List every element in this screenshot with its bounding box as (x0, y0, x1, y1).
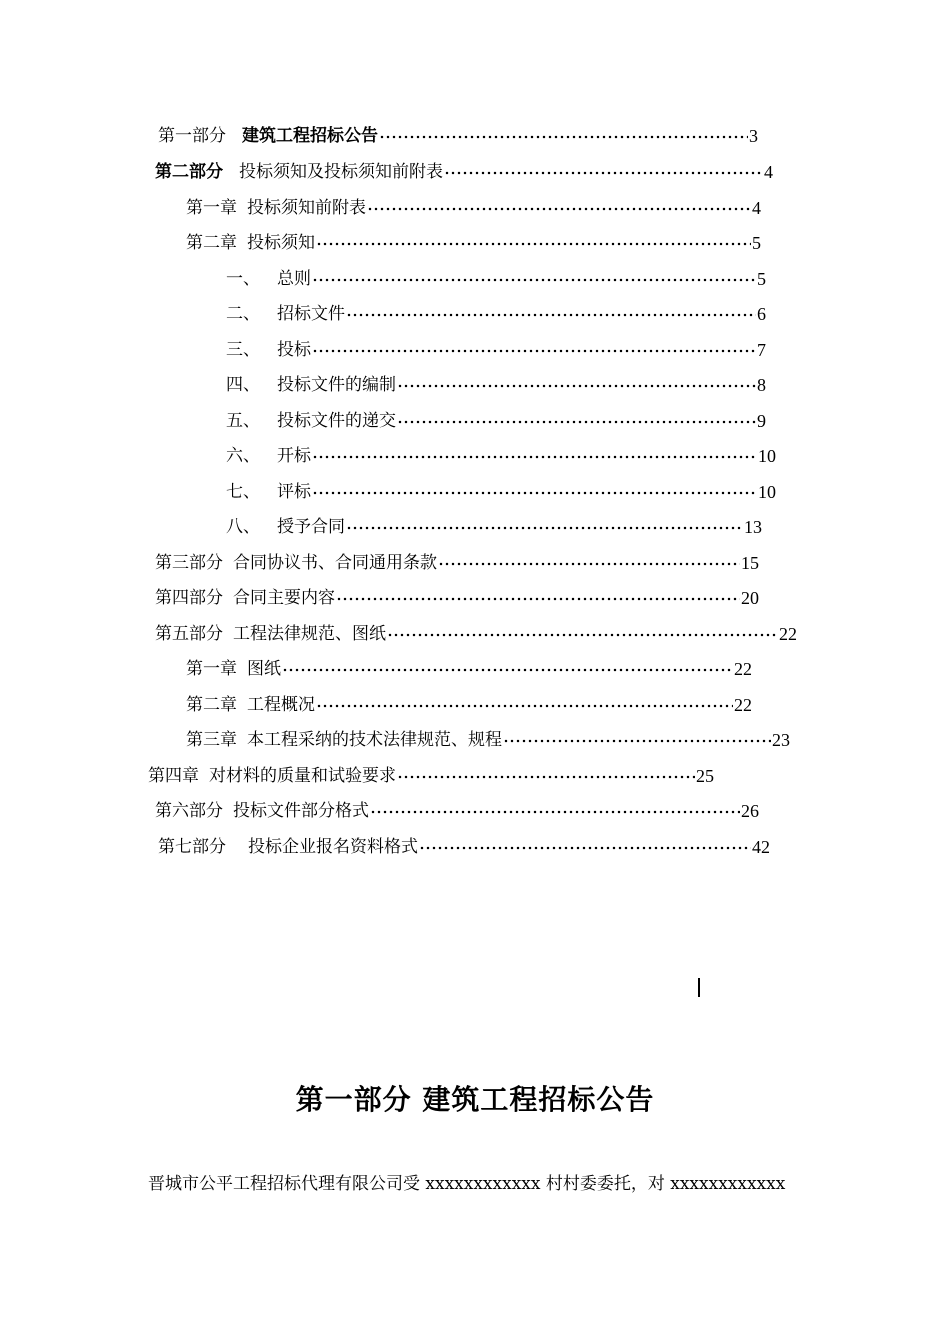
toc-entry-part-7[interactable] (158, 834, 770, 860)
toc-entry-section-2[interactable] (226, 301, 766, 327)
toc-entry-title: 投标须知 (247, 233, 315, 253)
toc-page-number: 22 (734, 695, 752, 715)
toc-leader-dots (312, 337, 756, 363)
toc-page-number: 5 (757, 269, 766, 289)
toc-entry-part-5[interactable] (155, 621, 797, 647)
toc-entry-prefix: 第三部分 (155, 553, 223, 573)
toc-entry-section-3[interactable] (226, 337, 766, 363)
toc-entry-section-6[interactable] (226, 443, 776, 469)
toc-page-number: 22 (734, 659, 752, 679)
section-heading: 第一部分 建筑工程招标公告 (295, 1083, 655, 1116)
toc-entry-title: 投标须知前附表 (247, 198, 366, 218)
toc-entry-prefix: 第二章 (186, 695, 237, 715)
toc-entry-title: 评标 (277, 482, 311, 502)
toc-entry-title: 工程概况 (247, 695, 315, 715)
toc-leader-dots (312, 443, 757, 469)
toc-entry-title: 投标企业报名资料格式 (248, 837, 418, 857)
toc-entry-prefix: 第七部分 (158, 837, 226, 857)
toc-entry-part-3[interactable] (155, 550, 759, 576)
toc-entry-part-1[interactable] (158, 123, 758, 149)
toc-leader-dots (346, 514, 743, 540)
toc-entry-chapter-1[interactable] (186, 195, 761, 221)
toc-entry-prefix: 一、 (226, 269, 260, 289)
toc-entry-part-6[interactable] (155, 798, 759, 824)
toc-leader-dots (379, 123, 748, 149)
toc-entry-title: 图纸 (247, 659, 281, 679)
toc-entry-prefix: 第四部分 (155, 588, 223, 608)
toc-entry-prefix: 第五部分 (155, 624, 223, 644)
toc-page-number: 22 (779, 624, 797, 644)
toc-entry-title: 合同协议书、合同通用条款 (233, 553, 437, 573)
toc-entry-title: 授予合同 (277, 517, 345, 537)
toc-entry-title: 工程法律规范、图纸 (233, 624, 386, 644)
toc-entry-title: 投标文件的编制 (277, 375, 396, 395)
toc-entry-prefix: 四、 (226, 375, 260, 395)
toc-entry-title: 合同主要内容 (233, 588, 335, 608)
toc-entry-title: 开标 (277, 446, 311, 466)
toc-page-number: 7 (757, 340, 766, 360)
toc-entry-prefix: 第一部分 (158, 126, 226, 146)
toc-entry-prefix: 六、 (226, 446, 260, 466)
toc-leader-dots (346, 301, 756, 327)
toc-leader-dots (503, 727, 771, 753)
toc-entry-prefix: 二、 (226, 304, 260, 324)
toc-entry-prefix: 第二章 (186, 233, 237, 253)
toc-entry-title: 投标文件部分格式 (233, 801, 369, 821)
toc-page-number: 4 (764, 162, 773, 182)
toc-entry-section-1[interactable] (226, 266, 766, 292)
toc-entry-part5-chapter-1[interactable] (186, 656, 752, 682)
toc-page-number: 23 (772, 730, 790, 750)
toc-entry-section-7[interactable] (226, 479, 776, 505)
toc-entry-title: 投标文件的递交 (277, 411, 396, 431)
toc-page-number: 10 (758, 482, 776, 502)
toc-leader-dots (312, 479, 757, 505)
text-cursor (698, 978, 700, 997)
toc-leader-dots (397, 372, 756, 398)
toc-page-number: 9 (757, 411, 766, 431)
toc-entry-chapter-2[interactable] (186, 230, 761, 256)
toc-entry-part-4[interactable] (155, 585, 759, 611)
toc-leader-dots (444, 159, 763, 185)
toc-page-number: 13 (744, 517, 762, 537)
toc-leader-dots (438, 550, 740, 576)
toc-entry-part5-chapter-3[interactable] (186, 727, 790, 753)
toc-page-number: 3 (749, 126, 758, 146)
toc-entry-title: 建筑工程招标公告 (242, 126, 378, 146)
toc-entry-title: 总则 (277, 269, 311, 289)
toc-entry-prefix: 三、 (226, 340, 260, 360)
toc-entry-section-5[interactable] (226, 408, 766, 434)
toc-leader-dots (336, 585, 740, 611)
toc-entry-part5-chapter-4[interactable] (148, 763, 714, 789)
toc-leader-dots (316, 692, 733, 718)
body-paragraph: 晋城市公平工程招标代理有限公司受 xxxxxxxxxxxx 村村委委托，对 xxxxxxxxxxxx (148, 1174, 786, 1194)
toc-page-number: 6 (757, 304, 766, 324)
toc-entry-section-8[interactable] (226, 514, 762, 540)
toc-entry-title: 对材料的质量和试验要求 (209, 766, 396, 786)
toc-leader-dots (282, 656, 733, 682)
toc-leader-dots (387, 621, 778, 647)
toc-entry-title: 本工程采纳的技术法律规范、规程 (247, 730, 502, 750)
toc-entry-prefix: 八、 (226, 517, 260, 537)
toc-entry-prefix: 第六部分 (155, 801, 223, 821)
toc-page-number: 5 (752, 233, 761, 253)
toc-page-number: 26 (741, 801, 759, 821)
toc-entry-title: 投标 (277, 340, 311, 360)
toc-page-number: 10 (758, 446, 776, 466)
toc-entry-part5-chapter-2[interactable] (186, 692, 752, 718)
toc-page-number: 8 (757, 375, 766, 395)
toc-leader-dots (312, 266, 756, 292)
toc-entry-prefix: 第二部分 (155, 162, 223, 182)
toc-entry-prefix: 第一章 (186, 659, 237, 679)
toc-leader-dots (367, 195, 751, 221)
toc-leader-dots (397, 408, 756, 434)
toc-page-number: 15 (741, 553, 759, 573)
toc-leader-dots (397, 763, 695, 789)
toc-entry-section-4[interactable] (226, 372, 766, 398)
toc-entry-prefix: 七、 (226, 482, 260, 502)
toc-entry-prefix: 第四章 (148, 766, 199, 786)
toc-entry-prefix: 第三章 (186, 730, 237, 750)
toc-page-number: 25 (696, 766, 714, 786)
toc-page-number: 4 (752, 198, 761, 218)
toc-leader-dots (370, 798, 740, 824)
toc-entry-title: 投标须知及投标须知前附表 (239, 162, 443, 182)
toc-entry-prefix: 五、 (226, 411, 260, 431)
toc-entry-title: 招标文件 (277, 304, 345, 324)
toc-page-number: 20 (741, 588, 759, 608)
toc-leader-dots (419, 834, 751, 860)
toc-entry-part-2[interactable] (155, 159, 773, 185)
toc-page-number: 42 (752, 837, 770, 857)
toc-leader-dots (316, 230, 751, 256)
toc-entry-prefix: 第一章 (186, 198, 237, 218)
